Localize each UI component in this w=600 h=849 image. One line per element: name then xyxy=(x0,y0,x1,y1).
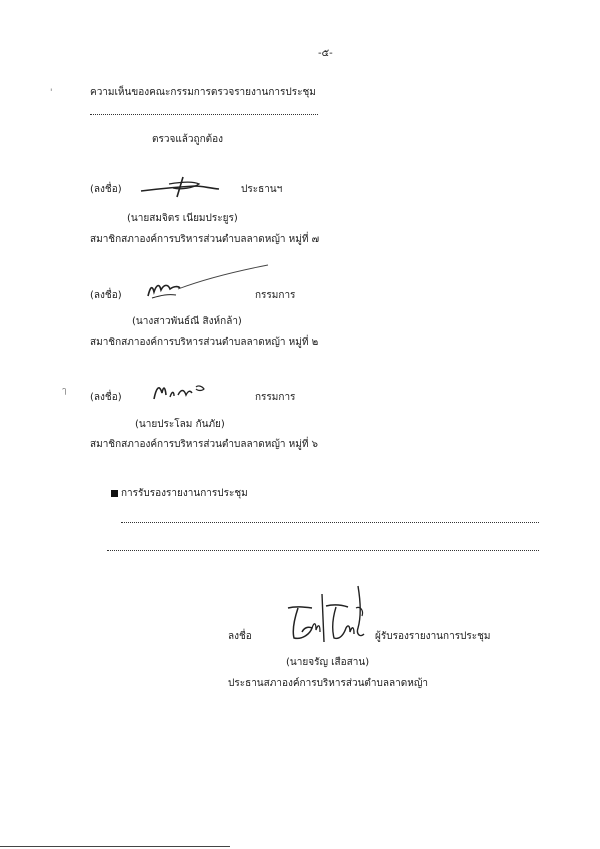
signatory-name: (นายสมจิตร เนียมประยูร) xyxy=(127,213,238,224)
certification-dotted-line-2 xyxy=(107,550,539,551)
opinion-dotted-line xyxy=(90,114,318,115)
sign-label: (ลงชื่อ) xyxy=(90,290,122,301)
sign-label: (ลงชื่อ) xyxy=(90,184,122,195)
approver-position: ประธานสภาองค์การบริหารส่วนตำบลลาดหญ้า xyxy=(228,678,428,689)
committee-verdict: ตรวจแล้วถูกต้อง xyxy=(152,134,224,145)
page-number: -๕- xyxy=(318,48,333,59)
approver-sign-label: ลงชื่อ xyxy=(228,631,252,642)
certification-dotted-line-1 xyxy=(121,522,539,523)
section-bullet-square xyxy=(111,490,118,497)
approver-role: ผู้รับรองรายงานการประชุม xyxy=(375,631,491,642)
approver-signature-image xyxy=(282,584,382,650)
signatory-name: (นายประโลม กันภัย) xyxy=(135,419,225,430)
sign-label: (ลงชื่อ) xyxy=(90,392,122,403)
signatory-position: สมาชิกสภาองค์การบริหารส่วนตำบลลาดหญ้า หมู่ที่ ๒ xyxy=(90,337,319,348)
margin-mark: ๅ xyxy=(62,386,67,396)
certification-heading: การรับรองรายงานการประชุม xyxy=(121,488,248,499)
signatory-name: (นางสาวพันธ์ณี สิงห์กล้า) xyxy=(132,316,242,327)
signatory-position: สมาชิกสภาองค์การบริหารส่วนตำบลลาดหญ้า หมู่ที่ ๗ xyxy=(90,234,320,245)
signature-image xyxy=(137,174,227,200)
signatory-role: กรรมการ xyxy=(255,392,296,403)
signatory-role: กรรมการ xyxy=(255,290,296,301)
signatory-role: ประธานฯ xyxy=(241,184,283,195)
signature-image xyxy=(142,262,272,304)
committee-opinion-heading: ความเห็นของคณะกรรมการตรวจรายงานการประชุม xyxy=(90,87,316,98)
signatory-position: สมาชิกสภาองค์การบริหารส่วนตำบลลาดหญ้า หมู่ที่ ๖ xyxy=(90,439,318,450)
signature-image xyxy=(150,377,210,405)
bottom-edge-rule xyxy=(0,846,230,847)
margin-mark: ' xyxy=(50,88,53,98)
approver-name: (นายจรัญ เสือสาน) xyxy=(286,657,370,668)
